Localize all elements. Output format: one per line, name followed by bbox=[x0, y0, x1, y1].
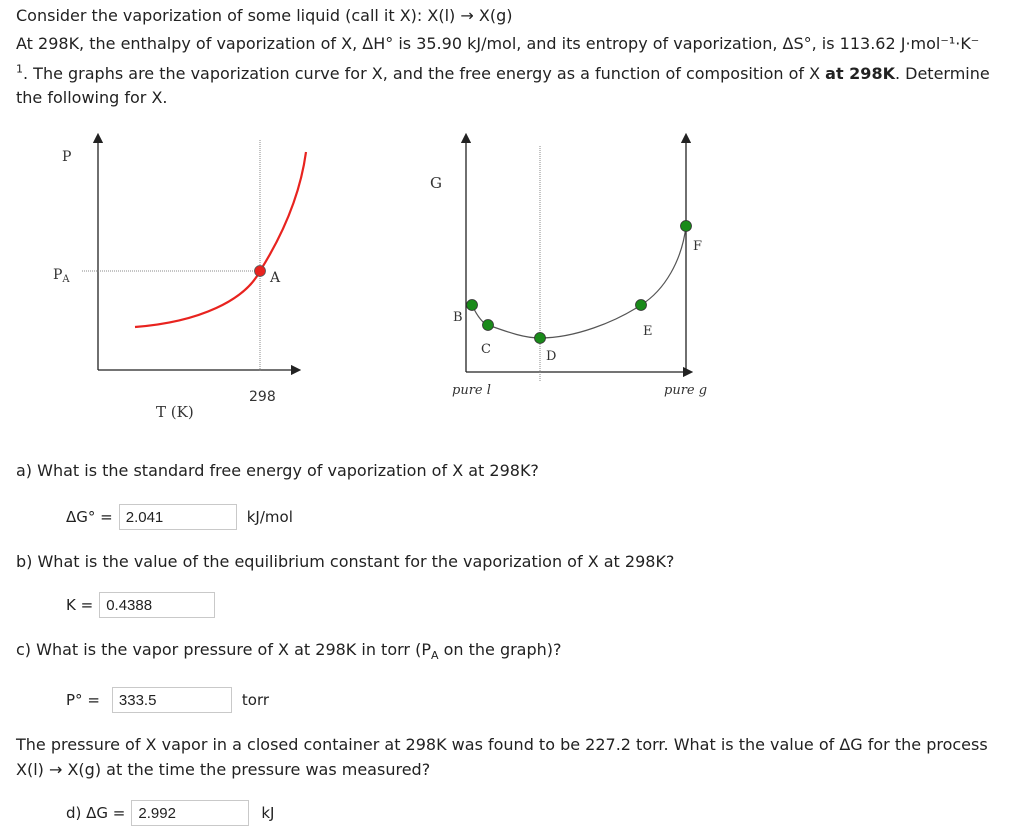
question-c-end: on the graph)? bbox=[438, 640, 562, 659]
intro-bold-298k: at 298K bbox=[825, 64, 895, 83]
free-energy-graph bbox=[420, 130, 720, 410]
k-label: K = bbox=[66, 596, 94, 614]
point-e-label: E bbox=[643, 324, 653, 339]
point-b-label: B bbox=[453, 310, 463, 325]
pa-label: $P_A$ bbox=[53, 267, 70, 285]
point-e-marker bbox=[636, 300, 647, 311]
point-c-label: C bbox=[481, 342, 491, 357]
answer-b-row bbox=[66, 592, 215, 618]
delta-g-unit: kJ bbox=[261, 804, 275, 822]
t298-tick-label: 298 bbox=[249, 389, 276, 405]
vapor-pressure-input[interactable]: 333.5 bbox=[112, 687, 232, 713]
vaporization-curve-graph bbox=[40, 130, 320, 430]
g-axis-label: G bbox=[430, 174, 442, 192]
delta-g-standard-label: ΔG° = bbox=[66, 508, 113, 526]
question-c-subscript: A bbox=[430, 649, 439, 663]
vapor-pressure-label: P° = bbox=[66, 691, 100, 709]
t-axis-label: T (K) bbox=[156, 403, 194, 421]
delta-g-label: d) ΔG = bbox=[66, 804, 126, 822]
question-c bbox=[16, 640, 562, 663]
vaporization-curve bbox=[135, 152, 306, 327]
point-d-label: D bbox=[546, 349, 557, 364]
pure-gas-label: pure g bbox=[664, 383, 708, 398]
intro-exponent: 1 bbox=[16, 62, 23, 76]
question-d-line-2: X(l) → X(g) at the time the pressure was measured? bbox=[16, 760, 431, 779]
free-energy-curve bbox=[472, 226, 686, 338]
point-a-label: A bbox=[270, 270, 281, 286]
question-d-line-1: The pressure of X vapor in a closed container at 298K was found to be 227.2 torr. What is the value of ΔG for the process bbox=[16, 735, 988, 754]
k-input[interactable]: 0.4388 bbox=[99, 592, 215, 618]
delta-g-input[interactable]: 2.992 bbox=[131, 800, 249, 826]
pure-liquid-label: pure l bbox=[452, 383, 491, 398]
question-c-text: c) What is the vapor pressure of X at 298K in torr (P bbox=[16, 640, 431, 659]
intro-line-3-end: . Determine bbox=[894, 64, 990, 83]
point-f-label: F bbox=[693, 239, 703, 254]
point-d-marker bbox=[535, 333, 546, 344]
delta-g-standard-unit: kJ/mol bbox=[246, 508, 293, 526]
p-axis-label: P bbox=[62, 149, 72, 165]
answer-d-row bbox=[66, 800, 275, 826]
intro-line-3 bbox=[16, 62, 990, 86]
vapor-pressure-unit: torr bbox=[241, 691, 270, 709]
delta-g-standard-input[interactable]: 2.041 bbox=[119, 504, 237, 530]
answer-a-row bbox=[66, 504, 293, 530]
question-a: a) What is the standard free energy of vaporization of X at 298K? bbox=[16, 461, 539, 480]
point-c-marker bbox=[483, 320, 494, 331]
intro-line-2: At 298K, the enthalpy of vaporization of X, ΔH° is 35.90 kJ/mol, and its entropy of vaporization, ΔS°, is 113.62 J·mol⁻¹·K⁻ bbox=[16, 34, 980, 53]
answer-c-row bbox=[66, 687, 269, 713]
question-b: b) What is the value of the equilibrium constant for the vaporization of X at 298K? bbox=[16, 552, 675, 571]
point-a-marker bbox=[255, 266, 266, 277]
intro-line-4: the following for X. bbox=[16, 88, 168, 107]
intro-line-3-text: . The graphs are the vaporization curve for X, and the free energy as a function of composition of X bbox=[23, 64, 826, 83]
point-b-marker bbox=[467, 300, 478, 311]
intro-line-1: Consider the vaporization of some liquid (call it X): X(l) → X(g) bbox=[16, 6, 513, 25]
point-f-marker bbox=[681, 221, 692, 232]
